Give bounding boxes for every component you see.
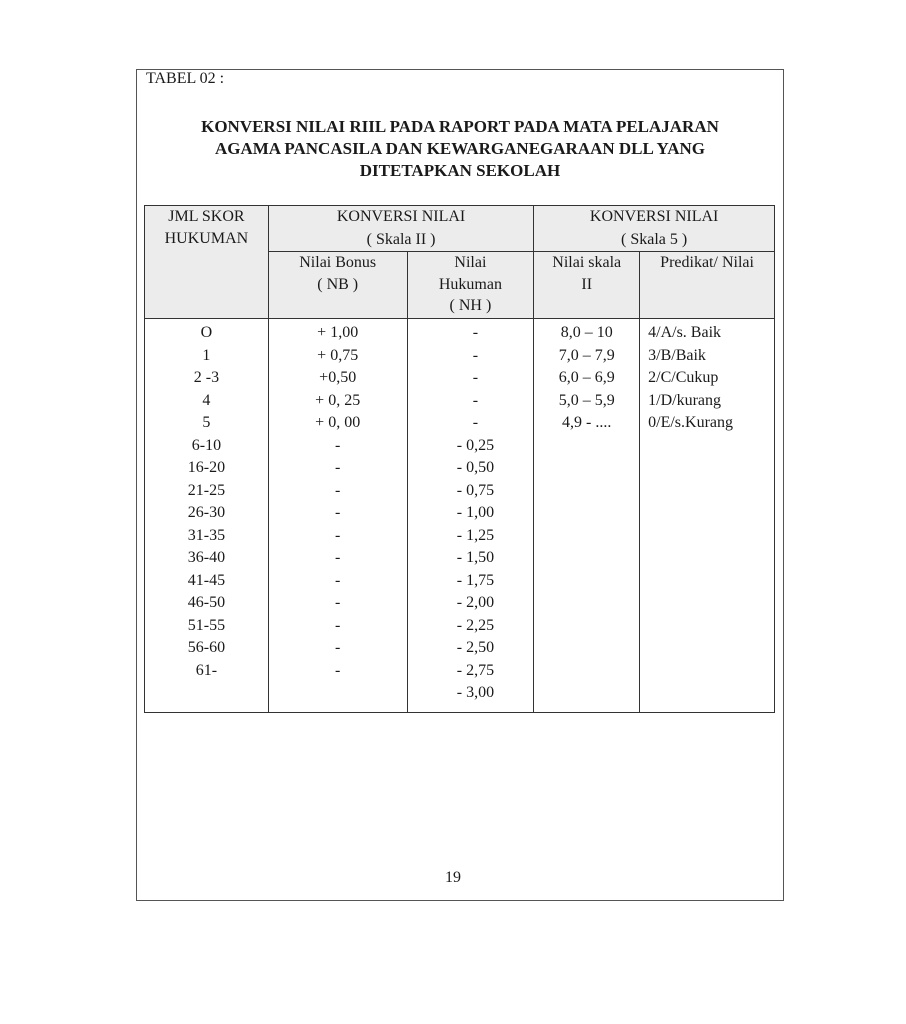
cell-value: - (472, 391, 479, 409)
cell-value: 2 -3 (193, 369, 220, 386)
cell-value: 41-45 (187, 571, 226, 589)
cell-value: - 2,50 (456, 639, 495, 656)
cell-value: - (335, 661, 341, 679)
cell-value: 31-35 (187, 526, 226, 544)
header-line: II (581, 276, 593, 293)
cell-value: - (335, 459, 341, 476)
cell-value: + 1,00 (317, 324, 359, 341)
column-nilai-skala (534, 319, 640, 713)
cell-value: + 0, 00 (315, 414, 361, 431)
column-nilai-hukuman (407, 319, 534, 713)
table-label: TABEL 02 : (146, 70, 225, 87)
cell-value: 2/C/Cukup (648, 369, 719, 386)
header-line: HUKUMAN (164, 230, 249, 247)
title-line: DITETAPKAN SEKOLAH (359, 161, 561, 180)
cell-value: 26-30 (187, 504, 226, 521)
cell-value: 0/E/s.Kurang (648, 414, 733, 431)
cell-value: - 2,25 (456, 616, 495, 634)
cell-value: 56-60 (187, 639, 226, 656)
header-line: JML SKOR (168, 208, 245, 225)
cell-value: - (335, 436, 341, 454)
cell-value: - 1,25 (456, 526, 495, 544)
cell-value: - (335, 481, 341, 499)
document-title (146, 116, 774, 182)
cell-value: - (472, 414, 479, 431)
header-konversi-skala-ii (268, 206, 533, 252)
header-nilai-hukuman (407, 252, 534, 319)
header-line: ( NB ) (317, 276, 359, 293)
header-konversi-skala-5 (534, 206, 775, 252)
header-line: Nilai (454, 254, 487, 271)
cell-value: - 1,50 (456, 549, 495, 566)
header-line: ( Skala II ) (366, 230, 436, 248)
cell-value: - (335, 526, 341, 544)
header-jml-skor-hukuman (145, 206, 269, 319)
header-line: Nilai skala (552, 254, 622, 271)
column-nilai-bonus (268, 319, 407, 713)
cell-value: - 0,50 (456, 459, 495, 476)
cell-value: 21-25 (187, 481, 226, 499)
cell-value: - 0,75 (456, 481, 495, 499)
header-line: ( Skala 5 ) (621, 230, 688, 248)
header-nilai-skala (534, 252, 640, 319)
cell-value: - (472, 369, 479, 386)
column-jml-skor (145, 319, 269, 713)
cell-value: 6,0 – 6,9 (558, 369, 615, 386)
cell-value: + 0,75 (317, 346, 359, 364)
header-predikat (640, 252, 775, 319)
header-nilai-bonus (268, 252, 407, 319)
title-line: AGAMA PANCASILA DAN KEWARGANEGARAAN DLL YANG (214, 139, 706, 158)
header-line: KONVERSI NILAI (589, 208, 719, 225)
cell-value: 16-20 (187, 459, 226, 476)
cell-value: O (200, 324, 213, 341)
cell-value: 36-40 (187, 549, 226, 566)
cell-value: - (335, 616, 341, 634)
cell-value: - (335, 571, 341, 589)
cell-value: - 3,00 (456, 684, 495, 701)
cell-value: - 1,75 (456, 571, 495, 589)
cell-value: +0,50 (319, 369, 357, 386)
cell-value: 4/A/s. Baik (648, 324, 722, 341)
cell-value: 3/B/Baik (648, 346, 706, 364)
cell-value: - (472, 324, 479, 341)
conversion-table (144, 205, 775, 713)
header-line: Nilai Bonus (299, 254, 377, 271)
cell-value: - (472, 346, 479, 364)
header-line: Hukuman (438, 275, 502, 293)
cell-value: - 1,00 (456, 504, 495, 521)
cell-value: 61- (195, 661, 218, 679)
cell-value: - 0,25 (456, 436, 495, 454)
header-line: ( NH ) (449, 297, 492, 314)
cell-value: 4 (202, 391, 211, 409)
cell-value: 6-10 (191, 436, 222, 454)
cell-value: - (335, 639, 341, 656)
column-predikat (640, 319, 775, 713)
cell-value: 46-50 (187, 594, 226, 611)
cell-value: - 2,00 (456, 594, 495, 611)
cell-value: 1 (202, 346, 211, 364)
title-line: KONVERSI NILAI RIIL PADA RAPORT PADA MATA PELAJARAN (201, 117, 719, 136)
cell-value: - (335, 594, 341, 611)
cell-value: - (335, 549, 341, 566)
cell-value: 4,9 - .... (562, 414, 612, 431)
header-line: Predikat/ Nilai (660, 254, 754, 271)
cell-value: 8,0 – 10 (560, 324, 613, 341)
cell-value: - (335, 504, 341, 521)
cell-value: 51-55 (187, 616, 226, 634)
cell-value: 1/D/kurang (648, 391, 721, 409)
cell-value: - 2,75 (456, 661, 495, 679)
cell-value: 5,0 – 5,9 (558, 391, 615, 409)
cell-value: 5 (202, 414, 211, 431)
header-line: KONVERSI NILAI (336, 208, 466, 225)
cell-value: 7,0 – 7,9 (558, 346, 615, 364)
page-number: 19 (445, 869, 461, 886)
cell-value: + 0, 25 (315, 391, 361, 409)
